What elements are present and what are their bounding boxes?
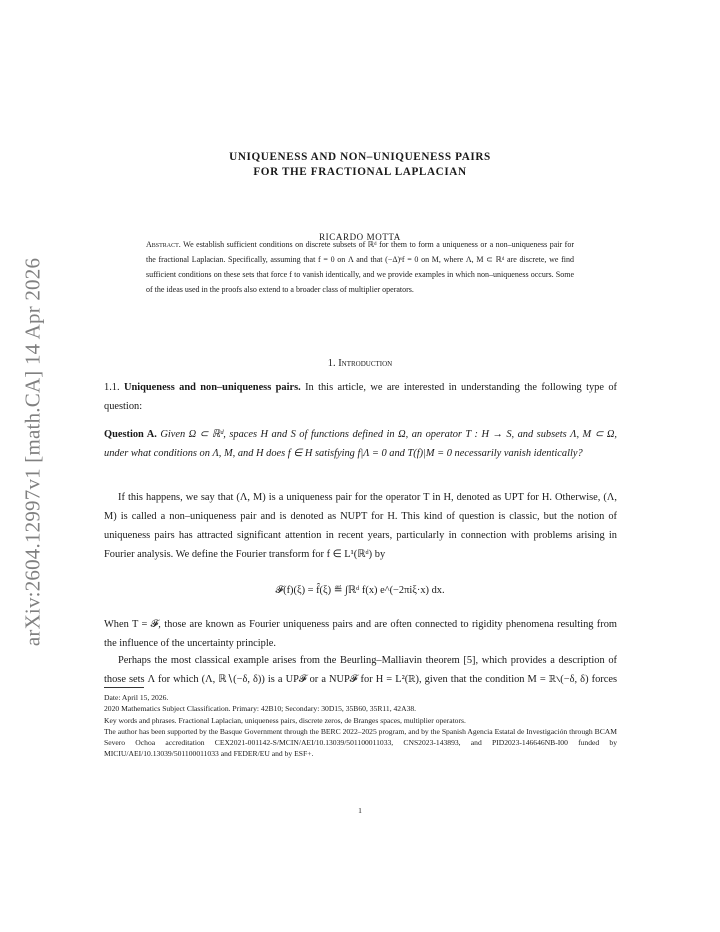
abstract-text: We establish sufficient conditions on discrete subsets of ℝᵈ for them to form a uniqueness or a non–uniqueness pair for the fractional Laplacian. Specifically, assuming that f = 0 on Λ and that (−Δ)ˢf = 0 on M, where Λ, M ⊂ ℝᵈ are discrete, we find sufficient conditions on these sets that force f to vanish identically, and we provide examples in which non–uniqueness occurs. Some of the ideas used in the proofs also extend to a broader class of multiplier operators. [146,240,574,294]
question-text: Given Ω ⊂ ℝᵈ, spaces H and S of functions defined in Ω, an operator T : H → S, and subsets Λ, M ⊂ Ω, under what conditions on Λ, M, and H does f ∈ H satisfying f|Λ = 0 and T(f)|M = 0 necessarily vanish identically? [104,429,617,459]
author-name: RICARDO MOTTA [319,232,401,242]
footnote-keywords: Key words and phrases. Fractional Laplacian, uniqueness pairs, discrete zeros, de Branges spaces, multiplier operators. [104,715,466,725]
page-number: 1 [358,806,362,815]
paper-title-line-2: FOR THE FRACTIONAL LAPLACIAN [253,166,467,178]
paragraph-2: When T = 𝓕, those are known as Fourier uniqueness pairs and are often connected to rigidity phenomena resulting from the influence of the uncertainty principle. [104,619,617,649]
footnote-date: Date: April 15, 2026. [104,693,169,702]
paper-title-line-1: UNIQUENESS AND NON–UNIQUENESS PAIRS [229,151,491,163]
arxiv-stamp: arXiv:2604.12997v1 [math.CA] 14 Apr 2026 [20,257,45,647]
subsection-title: Uniqueness and non–uniqueness pairs. [123,382,301,393]
paragraph-3: Perhaps the most classical example arises from the Beurling–Malliavin theorem [5], which provides a description of those sets Λ for which (Λ, ℝ∖(−δ, δ)) is a UP𝓕 or a NUP𝓕 for H = L²(ℝ), given that the condition M = ℝ∖(−δ, δ) forces [104,655,617,685]
fourier-transform-formula: 𝓕(f)(ξ) = f̂(ξ) ≝ ∫ℝᵈ f(x) e^(−2πiξ·x) dx. [275,585,445,596]
footnote-funding: The author has been supported by the Basque Government through the BERC 2022–2025 program, and by the Spanish Agencia Estatal de Investigación through BCAM Severo Ochoa accreditation CEX2021-001142-S/MCIN/AEI/10.13039/501100011033, CNS2023-143893, and PID2023-146646NB-I00 funded by MICIU/AEI/10.13039/501100011033 and FEDER/EU and by ESF+. [104,726,617,759]
subsection-number: 1.1. [104,382,120,393]
subsection-text: In this article, we are interested in understanding the following type of question: [104,382,617,412]
footnote-msc: 2020 Mathematics Subject Classification. Primary: 42B10; Secondary: 30D15, 35B60, 35R11, 42A38. [104,704,417,714]
paragraph-1: If this happens, we say that (Λ, M) is a uniqueness pair for the operator T in H, denoted as UPT for H. Otherwise, (Λ, M) is called a non–uniqueness pair and is denoted as NUPT for H. This kind of question is classic, but the notion of uniqueness pairs has attracted significant attention in recent years, particularly in connection with problems arising in Fourier analysis. We define the Fourier transform for f ∈ L¹(ℝᵈ) by [104,492,617,560]
subsection-1-1 [104,378,617,416]
section-heading: 1. Introduction [327,358,393,369]
footnote-rule [104,687,144,688]
question-a [104,425,617,463]
abstract-label: Abstract. [146,240,181,249]
abstract [146,237,574,297]
question-label: Question A. [104,429,157,440]
footnotes [104,692,617,760]
